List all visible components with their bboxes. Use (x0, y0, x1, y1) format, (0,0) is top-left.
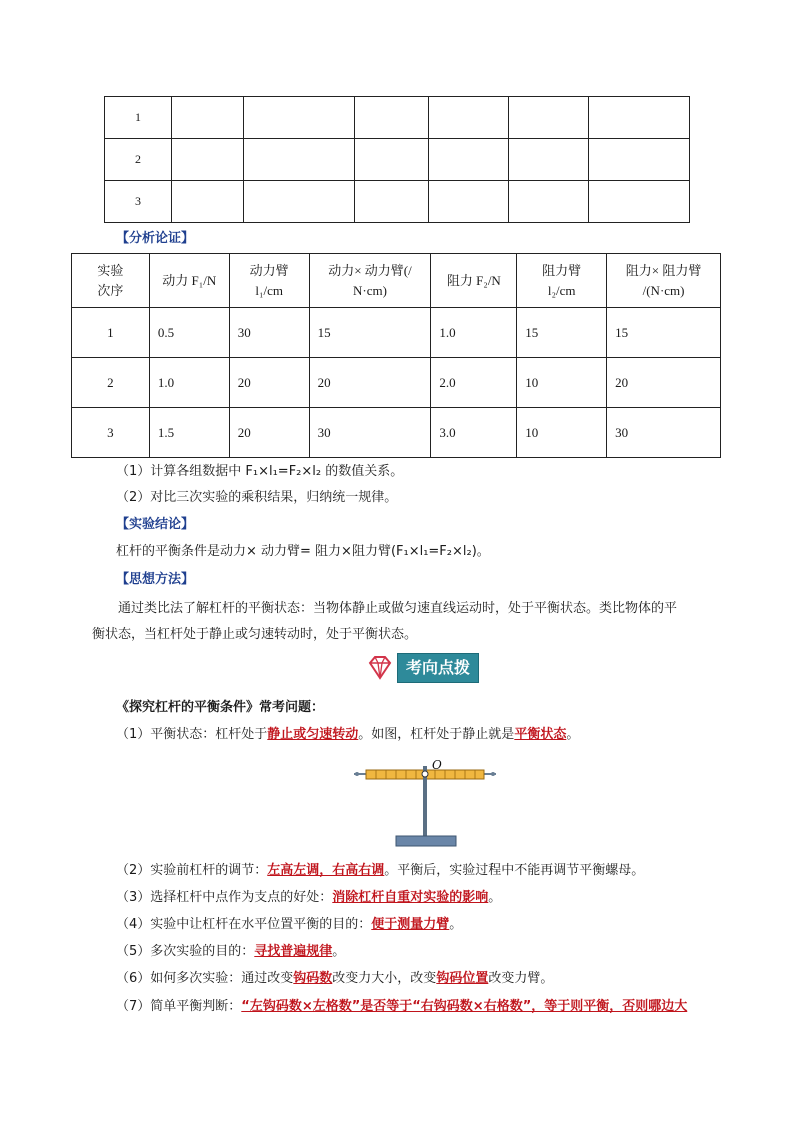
method-heading: 【思想方法】 (116, 572, 195, 587)
table-header-row (72, 254, 721, 308)
header-trial: 实验 次序 (72, 254, 150, 308)
table-row: 1 0.5 30 15 1.0 15 15 (72, 308, 721, 358)
faq-item-5: （5）多次实验的目的：寻找普遍规律。 (116, 944, 346, 959)
header-effort-force: 动力 F₁/N (149, 254, 229, 308)
method-text-line-1: 通过类比法了解杠杆的平衡状态：当物体静止或做匀速直线运动时，处于平衡状态。类比物体的平 (118, 601, 678, 616)
analysis-table (71, 253, 721, 458)
conclusion-text: 杠杆的平衡条件是动力× 动力臂= 阻力×阻力臂(F₁×l₁=F₂×l₂)。 (116, 544, 490, 559)
faq-item-3: （3）选择杠杆中点作为支点的好处：消除杠杆自重对实验的影响。 (116, 890, 502, 905)
header-load-product: 阻力× 阻力臂 /(N·cm) (607, 254, 721, 308)
banner-label: 考向点拨 (397, 653, 479, 683)
faq-item-1: （1）平衡状态：杠杆处于静止或匀速转动。如图，杠杆处于静止就是平衡状态。 (116, 727, 580, 742)
fulcrum-label: O (432, 758, 442, 772)
lever-figure (352, 758, 498, 850)
faq-item-2: （2）实验前杠杆的调节：左高左调，右高右调。平衡后，实验过程中不能再调节平衡螺母。 (116, 863, 645, 878)
table-row (105, 181, 690, 223)
table-row: 3 1.5 20 30 3.0 10 30 (72, 408, 721, 458)
faq-item-6: （6）如何多次实验：通过改变钩码数改变力大小，改变钩码位置改变力臂。 (116, 971, 554, 986)
header-load-arm: 阻力臂 l₂/cm (517, 254, 607, 308)
row-index: 2 (105, 139, 172, 181)
analysis-note-2: （2）对比三次实验的乘积结果，归纳统一规律。 (116, 490, 398, 505)
header-load-force: 阻力 F₂/N (431, 254, 517, 308)
analysis-note-1: （1）计算各组数据中 F₁×l₁=F₂×l₂ 的数值关系。 (116, 464, 404, 479)
faq-item-4: （4）实验中让杠杆在水平位置平衡的目的：便于测量力臂。 (116, 917, 463, 932)
header-effort-product: 动力× 动力臂(/ N·cm) (309, 254, 431, 308)
section-banner (365, 651, 475, 681)
header-effort-arm: 动力臂 l₁/cm (229, 254, 309, 308)
row-index: 3 (105, 181, 172, 223)
table-row (105, 97, 690, 139)
diamond-icon (365, 652, 395, 682)
table-row: 2 1.0 20 20 2.0 10 20 (72, 358, 721, 408)
top-table (104, 96, 690, 223)
faq-item-7: （7）简单平衡判断：“左钩码数×左格数”是否等于“右钩码数×右格数”，等于则平衡，否则哪边大 (116, 999, 688, 1014)
faq-title: 《探究杠杆的平衡条件》常考问题： (116, 700, 325, 715)
method-text-line-2: 衡状态，当杠杆处于静止或匀速转动时，处于平衡状态。 (92, 627, 418, 642)
row-index: 1 (105, 97, 172, 139)
table-row (105, 139, 690, 181)
conclusion-heading: 【实验结论】 (116, 517, 195, 532)
analysis-heading: 【分析论证】 (116, 231, 195, 246)
